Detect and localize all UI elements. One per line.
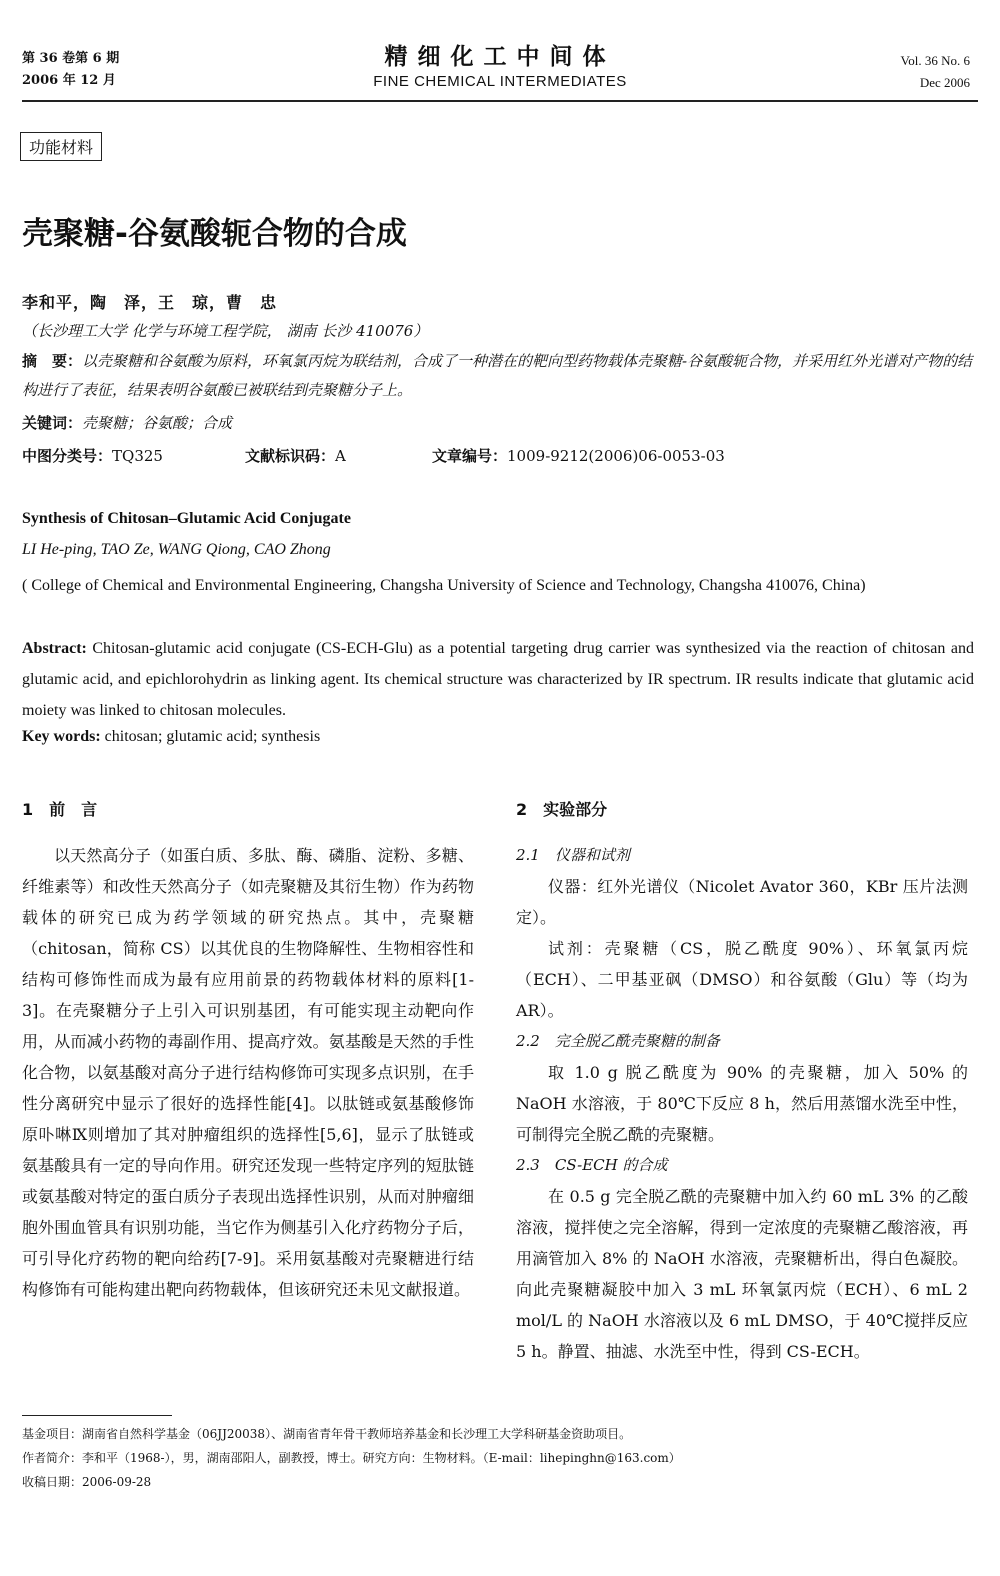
volume-en: Vol. 36 No. 6 [900, 53, 970, 68]
doc-code-value: A [335, 447, 346, 465]
keywords-en-text: chitosan; glutamic acid; synthesis [100, 728, 321, 745]
section-tag: 功能材料 [20, 132, 102, 161]
article-number-value: 1009-9212(2006)06-0053-03 [507, 447, 725, 465]
section-1-body [22, 840, 474, 1305]
journal-masthead [0, 38, 1000, 90]
paper-title-cn: 壳聚糖-谷氨酸轭合物的合成 [22, 216, 407, 252]
clc-value: TQ325 [112, 447, 163, 465]
footnote-author: 作者简介：李和平（1968-），男，湖南邵阳人，副教授，博士。研究方向：生物材料。（E-mail：lihepinghn@163.com） [22, 1451, 681, 1465]
deacetylation-paragraph: 取 1.0 g 脱乙酰度为 90% 的壳聚糖，加入 50% 的 NaOH 水溶液，于 80℃下反应 8 h，然后用蒸馏水洗至中性，可制得完全脱乙酰的壳聚糖。 [516, 1063, 968, 1144]
subsection-2-1-heading: 2.1 仪器和试剂 [516, 846, 630, 864]
volume-cn: 第 36 卷第 6 期 [22, 51, 120, 66]
footnote-received: 收稿日期：2006-09-28 [22, 1475, 152, 1489]
keywords-en [22, 728, 320, 746]
intro-paragraph: 以天然高分子（如蛋白质、多肽、酶、磷脂、淀粉、多糖、纤维素等）和改性天然高分子（如壳聚糖及其衍生物）作为药物载体的研究已成为药学领域的研究热点。其中，壳聚糖（chitosan，简称 CS）以其优良的生物降解性、生物相容性和结构可修饰性而成为最有应用前景的药物载体材料的原料[1-3]。在壳聚糖分子上引入可识别基团，有可能实现主动靶向作用，从而减小药物的毒副作用、提高疗效。氨基酸是天然的手性化合物，以氨基酸对高分子进行结构修饰可实现多点识别，在手性分离研究中显示了很好的选择性能[4]。以肽链或氨基酸修饰原卟啉Ⅸ则增加了其对肿瘤组织的选择性[5,6]，显示了肽链或氨基酸具有一定的导向作用。研究还发现一些特定序列的短肽链或氨基酸对特定的蛋白质分子表现出选择性识别，从而对肿瘤细胞外围血管具有识别功能，当它作为侧基引入化疗药物分子后，可引导化疗药物的靶向给药[7-9]。采用氨基酸对壳聚糖进行结构修饰有可能构建出靶向药物载体，但该研究还未见文献报道。 [22, 846, 474, 1299]
reagents-paragraph: 试剂：壳聚糖（CS，脱乙酰度 90%）、环氧氯丙烷（ECH）、二甲基亚砜（DMSO）和谷氨酸（Glu）等（均为 AR）。 [516, 939, 968, 1020]
clc-number [22, 445, 163, 466]
paper-title-en: Synthesis of Chitosan–Glutamic Acid Conjugate [22, 510, 351, 527]
article-number [432, 445, 725, 466]
section-2-heading: 2 实验部分 [516, 800, 608, 819]
abstract-en [22, 633, 974, 726]
authors-en: LI He-ping, TAO Ze, WANG Qiong, CAO Zhong [22, 541, 331, 558]
subsection-2-3-heading: 2.3 CS-ECH 的合成 [516, 1156, 668, 1174]
subsection-2-2-heading: 2.2 完全脱乙酰壳聚糖的制备 [516, 1032, 720, 1050]
date-cn: 2006 年 12 月 [22, 73, 116, 88]
cs-ech-paragraph: 在 0.5 g 完全脱乙酰的壳聚糖中加入约 60 mL 3% 的乙酸溶液，搅拌使之完全溶解，得到一定浓度的壳聚糖乙酸溶液，再用滴管加入 8% 的 NaOH 水溶液，壳聚糖析出，得白色凝胶。向此壳聚糖凝胶中加入 3 mL 环氧氯丙烷（ECH）、6 mL 2 mol/L 的 NaOH 水溶液以及 6 mL DMSO，于 40℃搅拌反应 5 h。静置、抽滤、水洗至中性，得到 CS-ECH。 [516, 1187, 968, 1361]
abstract-en-label: Abstract: [22, 640, 87, 657]
abstract-en-text: Chitosan-glutamic acid conjugate (CS-ECH-Glu) as a potential targeting drug carrier was synthesized via the reaction of chitosan and glutamic acid, and epichlorohydrin as linking agent. Its chemical structure was characterized by IR spectrum. IR results indicate that glutamic acid moiety was linked to chitosan molecules. [22, 640, 974, 719]
clc-label: 中图分类号： [22, 447, 113, 465]
affiliation-en: ( College of Chemical and Environmental Engineering, Changsha University of Science and Technology, Changsha 410076, China) [22, 577, 866, 594]
keywords-en-label: Key words: [22, 728, 101, 745]
footnote-fund: 基金项目：湖南省自然科学基金（06JJ20038）、湖南省青年骨干教师培养基金和长沙理工大学科研基金资助项目。 [22, 1427, 632, 1441]
keywords-cn [22, 412, 232, 433]
journal-name-en: FINE CHEMICAL INTERMEDIATES [373, 73, 627, 90]
keywords-cn-text: 壳聚糖；谷氨酸；合成 [82, 414, 233, 432]
abstract-cn [22, 347, 974, 405]
instruments-paragraph: 仪器：红外光谱仪（Nicolet Avator 360，KBr 压片法测定）。 [516, 877, 968, 927]
header-rule [22, 100, 978, 102]
journal-name-cn: 精细化工中间体 [384, 44, 616, 70]
authors-cn: 李和平，陶 泽，王 琼，曹 忠 [22, 293, 278, 312]
footnote-rule [22, 1415, 172, 1416]
section-2-body [516, 840, 968, 1367]
abstract-cn-text: 以壳聚糖和谷氨酸为原料，环氧氯丙烷为联结剂，合成了一种潜在的靶向型药物载体壳聚糖-谷氨酸轭合物，并采用红外光谱对产物的结构进行了表征，结果表明谷氨酸已被联结到壳聚糖分子上。 [22, 352, 973, 399]
abstract-cn-label: 摘 要： [22, 352, 83, 370]
doc-code-label: 文献标识码： [245, 447, 336, 465]
affiliation-cn: （长沙理工大学 化学与环境工程学院， 湖南 长沙 410076） [22, 322, 429, 340]
keywords-cn-label: 关键词： [22, 414, 83, 432]
article-number-label: 文章编号： [432, 447, 508, 465]
header-volume-en [901, 50, 970, 94]
section-1-heading: 1 前 言 [22, 800, 98, 819]
date-en: Dec 2006 [919, 75, 970, 90]
doc-code [245, 445, 346, 466]
footnotes [22, 1422, 974, 1494]
